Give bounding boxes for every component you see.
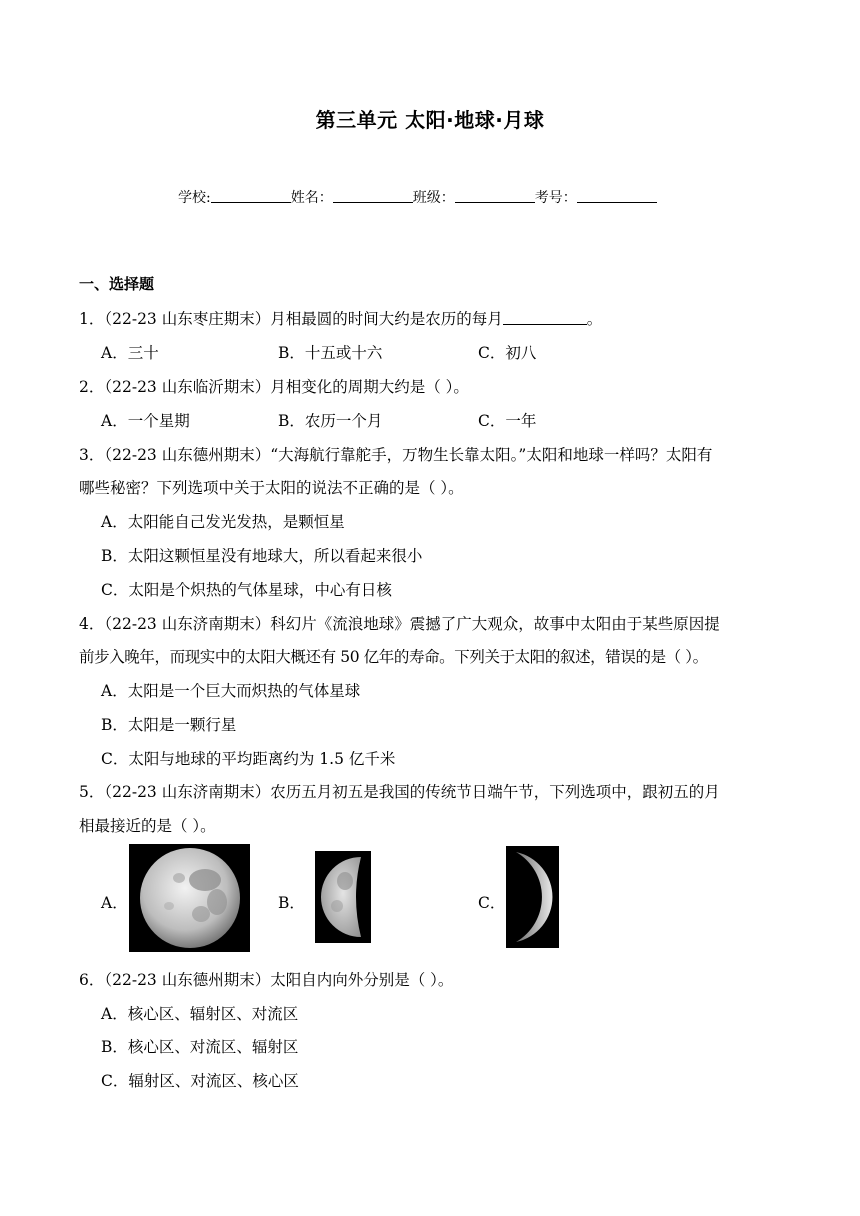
section-heading: 一、选择题 (79, 275, 155, 293)
question-4-option-a: A．太阳是一个巨大而炽热的气体星球 (101, 682, 361, 700)
question-6-option-b: B．核心区、对流区、辐射区 (101, 1038, 299, 1056)
question-5-option-c: C． (478, 894, 506, 912)
question-2-option-c: C．一年 (478, 412, 537, 430)
question-4-option-b: B．太阳是一颗行星 (101, 716, 237, 734)
crescent-moon-image (506, 846, 559, 948)
student-info-line (178, 187, 657, 207)
name-blank[interactable] (333, 188, 413, 203)
question-4-stem-line-2: 前步入晚年，而现实中的太阳大概还有 50 亿年的寿命。下列关于太阳的叙述，错误的是（ ）。 (79, 648, 708, 666)
full-moon-image (129, 844, 250, 952)
question-3-option-c: C．太阳是个炽热的气体星球，中心有日核 (101, 581, 392, 599)
question-3-stem-line-2: 哪些秘密？下列选项中关于太阳的说法不正确的是（ ）。 (79, 479, 464, 497)
question-1-stem: 1．（22-23 山东枣庄期末）月相最圆的时间大约是农历的每月 。 (79, 310, 603, 328)
question-2-stem: 2．（22-23 山东临沂期末）月相变化的周期大约是（ ）。 (79, 378, 469, 396)
exam-no-label: 考号： (534, 190, 577, 206)
name-label: 姓名： (290, 190, 333, 206)
question-5-stem-line-2: 相最接近的是（ ）。 (79, 817, 216, 835)
question-1-option-a: A．三十 (101, 344, 159, 362)
question-3-stem-line-1: 3．（22-23 山东德州期末）“大海航行靠舵手，万物生长靠太阳。”太阳和地球一样吗？太阳有 (79, 446, 713, 464)
exam-no-blank[interactable] (577, 188, 657, 203)
answer-blank[interactable] (503, 310, 587, 325)
question-4-option-c: C．太阳与地球的平均距离约为 1.5 亿千米 (101, 750, 396, 768)
class-label: 班级： (412, 190, 455, 206)
class-blank[interactable] (455, 188, 535, 203)
question-5-option-b: B． (278, 894, 305, 912)
question-3-option-b: B．太阳这颗恒星没有地球大，所以看起来很小 (101, 547, 423, 565)
school-blank[interactable] (211, 188, 291, 203)
question-2-option-a: A．一个星期 (101, 412, 190, 430)
question-4-stem-line-1: 4．（22-23 山东济南期末）科幻片《流浪地球》震撼了广大观众，故事中太阳由于某些原因提 (79, 615, 720, 633)
question-6-stem: 6．（22-23 山东德州期末）太阳自内向外分别是（ ）。 (79, 971, 454, 989)
question-6-option-a: A．核心区、辐射区、对流区 (101, 1005, 299, 1023)
gibbous-moon-image (315, 851, 371, 943)
question-1-option-b: B．十五或十六 (278, 344, 383, 362)
question-1-option-c: C．初八 (478, 344, 537, 362)
question-6-option-c: C．辐射区、对流区、核心区 (101, 1072, 299, 1090)
question-3-option-a: A．太阳能自己发光发热，是颗恒星 (101, 513, 345, 531)
page-title: 第三单元 太阳·地球·月球 (315, 108, 545, 132)
question-5-stem-line-1: 5．（22-23 山东济南期末）农历五月初五是我国的传统节日端午节，下列选项中，跟初五的月 (79, 783, 720, 801)
question-5-option-a: A． (101, 894, 128, 912)
question-2-option-b: B．农历一个月 (278, 412, 383, 430)
school-label: 学校: (178, 190, 211, 206)
